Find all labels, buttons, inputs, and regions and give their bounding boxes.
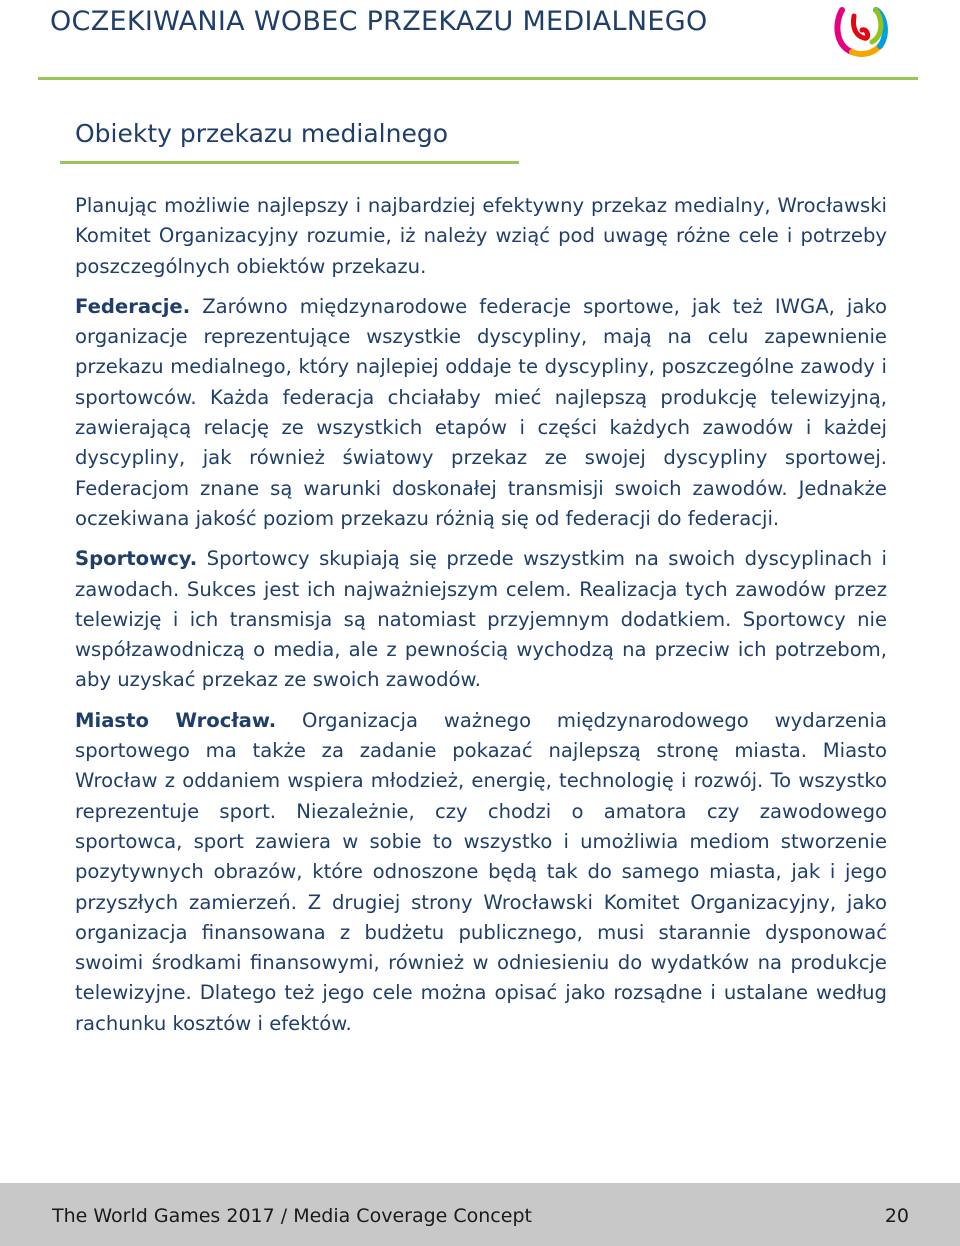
- logo-ribbon-green: [872, 10, 881, 42]
- paragraph-city: [75, 706, 887, 1039]
- paragraph-lead: Miasto Wrocław.: [75, 708, 277, 732]
- paragraph-text: Zarówno międzynarodowe federacje sportowe, jak też IWGA, jako organizacje reprezentujące wszystkie dyscypliny, mają na celu zapewnienie przekazu medialnego, który najlepiej oddaje te dyscypliny, poszczególne zawody i sportowców. Każda federacja chciałaby mieć najlepszą produkcję telewizyjną, zawierającą relację ze wszystkich etapów i części każdych zawodów i każdej dyscypliny, jak również światowy przekaz ze swojej dyscypliny sportowej. Federacjom znane są warunki doskonałej transmisji swoich zawodów. Jednakże oczekiwana jakość poziom przekazu różnią się od federacji do federacji.: [75, 294, 887, 530]
- header-divider: [38, 77, 918, 80]
- body-content: [75, 191, 887, 1049]
- paragraph-athletes: [75, 544, 887, 695]
- paragraph-text: Organizacja ważnego międzynarodowego wydarzenia sportowego ma także za zadanie pokazać najlepszą stronę miasta. Miasto Wrocław z oddaniem wspiera młodzież, energię, technologię i rozwój. To wszystko reprezentuje sport. Niezależnie, czy chodzi o amatora czy zawodowego sportowca, sport zawiera w sobie to wszystko i umożliwia mediom stworzenie pozytywnych obrazów, które odnoszone będą tak do samego miasta, jak i jego przyszłych zamierzeń. Z drugiej strony Wrocławski Komitet Organizacyjny, jako organizacja finansowana z budżetu publicznego, musi starannie dysponować swoimi środkami finansowymi, również w odniesieniu do wydatków na produkcje telewizyjne. Dlatego też jego cele można opisać jako rozsądne i ustalane według rachunku kosztów i efektów.: [75, 708, 887, 1035]
- paragraph-federations: [75, 292, 887, 534]
- paragraph-lead: Federacje.: [75, 294, 191, 318]
- world-games-logo-icon: [832, 2, 892, 60]
- logo-ribbon-pink: [837, 10, 852, 52]
- paragraph-lead: Sportowcy.: [75, 547, 198, 571]
- page-header: [0, 0, 960, 80]
- logo-ribbon-red: [853, 16, 867, 38]
- page-footer: [0, 1183, 960, 1246]
- page-number: 20: [884, 1205, 909, 1227]
- section-divider: [60, 161, 519, 164]
- header-title: OCZEKIWANIA WOBEC PRZEKAZU MEDIALNEGO: [50, 6, 708, 37]
- paragraph-text: Sportowcy skupiają się przede wszystkim na swoich dyscyplinach i zawodach. Sukces jest ich najważniejszym celem. Realizacja tych zawodów przez telewizję i ich transmisja są natomiast przyjemnym dodatkiem. Sportowcy nie współzawodniczą o media, ale z pewnością wychodzą na przeciw ich potrzebom, aby uzyskać przekaz ze swoich zawodów.: [75, 547, 887, 692]
- logo-ribbon-orange: [852, 46, 880, 54]
- footer-text: The World Games 2017 / Media Coverage Concept: [52, 1205, 532, 1227]
- paragraph-text: Planując możliwie najlepszy i najbardziej efektywny przekaz medialny, Wrocławski Komitet Organizacyjny rozumie, iż należy wziąć pod uwagę różne cele i potrzeby poszczególnych obiektów przekazu.: [75, 194, 887, 278]
- paragraph-intro: [75, 191, 887, 282]
- section-title: Obiekty przekazu medialnego: [75, 119, 449, 148]
